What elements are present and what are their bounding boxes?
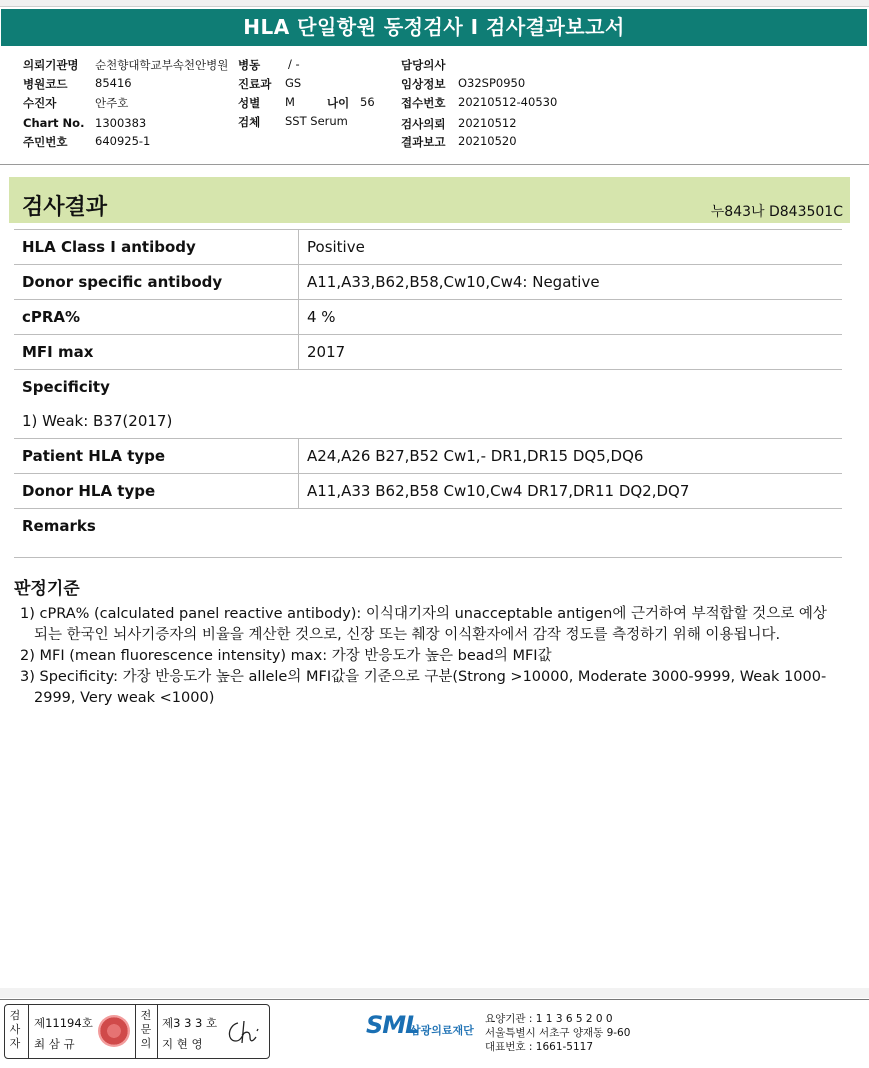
table-row xyxy=(14,265,842,300)
hospital-code-value: 85416 xyxy=(95,76,132,90)
resident-label: 주민번호 xyxy=(23,135,68,149)
ward-label: 병동 xyxy=(238,58,261,72)
specimen-value: SST Serum xyxy=(285,114,348,128)
clinical-value: O32SP0950 xyxy=(458,76,526,90)
sex-label: 성별 xyxy=(238,96,261,110)
specificity-value: 1) Weak: B37(2017) xyxy=(22,412,173,430)
criteria-item: 3) Specificity: 가장 반응도가 높은 allele의 MFI값을 기준으로 구분(Strong >10000, Moderate 3000-9999, Weak 1000-2999, Very weak <1000) xyxy=(20,669,827,706)
doctor-label: 담당의사 xyxy=(401,58,446,72)
remarks-value xyxy=(14,543,842,558)
seal-stamp-icon xyxy=(98,1015,130,1047)
criteria-list xyxy=(20,604,835,709)
result-code: 누843나 D843501C xyxy=(710,204,843,220)
department-value: GS xyxy=(285,76,302,90)
criteria-title: 판정기준 xyxy=(14,579,80,599)
footer-strip xyxy=(0,988,869,998)
specialist-vertical-label: 전문의 xyxy=(140,1009,152,1050)
institution-label: 의뢰기관명 xyxy=(23,58,79,72)
result-heading: 검사결과 xyxy=(22,195,108,220)
row-key: cPRA% xyxy=(14,300,299,335)
specificity-label: Specificity xyxy=(14,370,842,405)
table-row xyxy=(14,439,842,474)
row-value: A11,A33 B62,B58 Cw10,Cw4 DR17,DR11 DQ2,DQ7 xyxy=(299,474,843,509)
contact-line: 서울특별시 서초구 양재동 9-60 xyxy=(485,1027,631,1039)
divider xyxy=(157,1005,158,1058)
table-row xyxy=(14,404,842,439)
hospital-code-label: 병원코드 xyxy=(23,77,68,91)
signature-box xyxy=(4,1004,270,1059)
sml-name: 삼광의료재단 xyxy=(410,1024,474,1037)
table-row xyxy=(14,335,842,370)
specialist-number: 제3 3 3 호 xyxy=(162,1016,218,1030)
patient-value: 안주호 xyxy=(95,96,129,110)
examiner-vertical-label: 검사자 xyxy=(9,1009,21,1050)
institution-value: 순천향대학교부속천안병원 xyxy=(95,58,229,72)
divider xyxy=(28,1005,29,1058)
receipt-value: 20210512-40530 xyxy=(458,95,558,109)
result-header xyxy=(9,177,850,223)
department-label: 진료과 xyxy=(238,77,272,91)
row-value: 2017 xyxy=(299,335,843,370)
criteria-item: 1) cPRA% (calculated panel reactive antibody): 이식대기자의 unacceptable antigen에 근거하여 부적합할 것으로 예상되는 한국인 뇌사기증자의 비율을 계산한 것으로, 신장 또는 췌장 이식환자에서 감작 정도를 측정하기 위해 이용됩니다. xyxy=(20,606,827,643)
table-row xyxy=(14,300,842,335)
row-key: Donor HLA type xyxy=(14,474,299,509)
signature-icon xyxy=(224,1017,264,1047)
request-label: 검사의뢰 xyxy=(401,117,446,131)
result-table xyxy=(14,229,842,558)
contact-info xyxy=(485,1012,630,1054)
row-key: MFI max xyxy=(14,335,299,370)
row-key: HLA Class Ⅰ antibody xyxy=(14,230,299,265)
clinical-label: 임상정보 xyxy=(401,77,446,91)
row-key: Patient HLA type xyxy=(14,439,299,474)
specimen-label: 검체 xyxy=(238,115,261,129)
top-strip xyxy=(0,0,869,7)
report-date-value: 20210520 xyxy=(458,134,517,148)
table-row xyxy=(14,509,842,544)
sml-logo-text: SML xyxy=(366,1011,420,1039)
report-date-label: 결과보고 xyxy=(401,135,446,149)
request-value: 20210512 xyxy=(458,116,517,130)
age-label: 나이 xyxy=(327,96,350,110)
receipt-label: 접수번호 xyxy=(401,96,446,110)
row-value: 4 % xyxy=(299,300,843,335)
chart-value: 1300383 xyxy=(95,116,147,130)
table-row xyxy=(14,474,842,509)
divider xyxy=(135,1005,136,1058)
chart-label: Chart No. xyxy=(23,116,85,130)
specialist-name: 지 현 영 xyxy=(162,1037,203,1051)
table-row xyxy=(14,370,842,405)
examiner-name: 최 삼 규 xyxy=(34,1037,75,1051)
patient-info xyxy=(0,54,869,164)
row-key: Donor specific antibody xyxy=(14,265,299,300)
report-title: HLA 단일항원 동정검사 I 검사결과보고서 xyxy=(1,9,867,46)
age-value: 56 xyxy=(360,95,375,109)
resident-value: 640925-1 xyxy=(95,134,151,148)
table-row xyxy=(14,543,842,558)
row-value: A24,A26 B27,B52 Cw1,- DR1,DR15 DQ5,DQ6 xyxy=(299,439,843,474)
row-value: Positive xyxy=(299,230,843,265)
row-value: A11,A33,B62,B58,Cw10,Cw4: Negative xyxy=(299,265,843,300)
table-row xyxy=(14,230,842,265)
contact-line: 요양기관 : 1 1 3 6 5 2 0 0 xyxy=(485,1013,613,1025)
sex-value: M xyxy=(285,95,295,109)
contact-line: 대표번호 : 1661-5117 xyxy=(485,1041,594,1053)
remarks-label: Remarks xyxy=(14,509,842,544)
examiner-number: 제11194호 xyxy=(34,1016,93,1030)
ward-value: / - xyxy=(288,57,300,71)
header-divider xyxy=(0,164,869,165)
footer-divider xyxy=(0,999,869,1000)
patient-label: 수진자 xyxy=(23,96,57,110)
criteria-item: 2) MFI (mean fluorescence intensity) max: 가장 반응도가 높은 bead의 MFI값 xyxy=(20,648,552,664)
sml-logo xyxy=(366,1011,474,1039)
